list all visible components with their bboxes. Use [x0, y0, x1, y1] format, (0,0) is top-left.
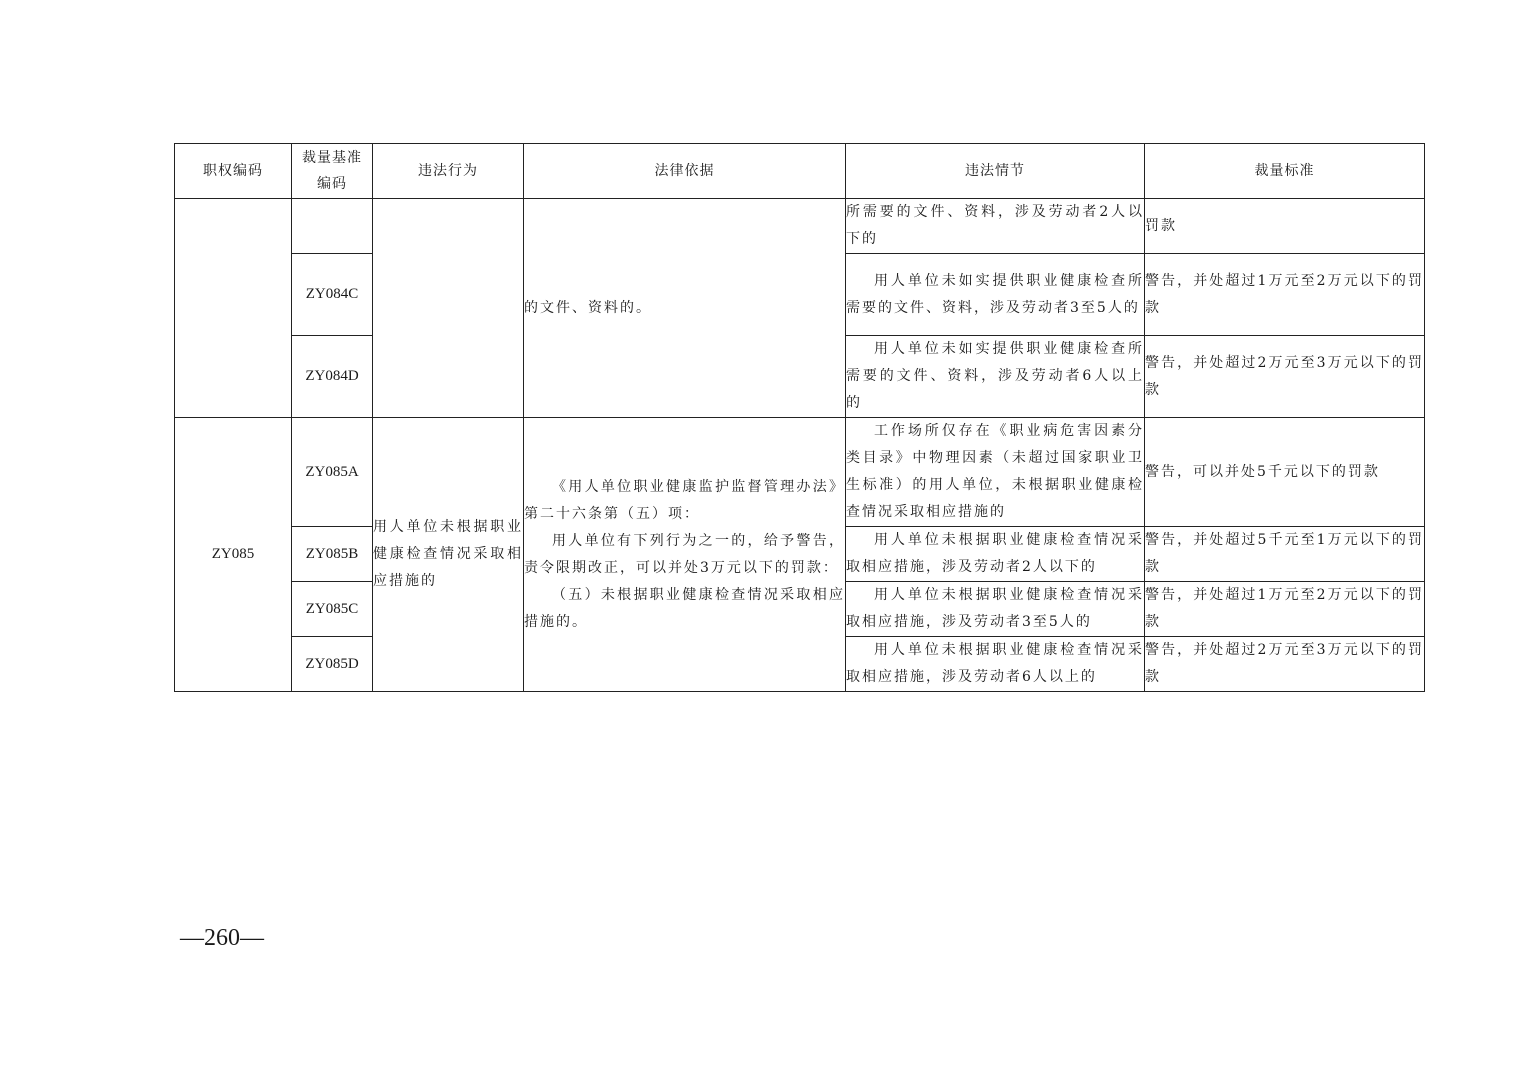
standard-cell: 警告，并处超过2万元至3万元以下的罚款 [1145, 336, 1425, 418]
header-standard: 裁量标准 [1145, 144, 1425, 199]
header-benchmark-code-line1: 裁量基准 [302, 150, 362, 166]
header-authority-code: 职权编码 [175, 144, 292, 199]
benchmark-code-cell: ZY084D [292, 336, 373, 418]
header-row [175, 144, 1425, 199]
legal-basis-paragraph: 用人单位有下列行为之一的，给予警告，责令限期改正，可以并处3万元以下的罚款： [524, 532, 845, 576]
header-benchmark-code [292, 144, 373, 199]
table-row [175, 199, 1425, 254]
benchmark-code-cell: ZY085A [292, 418, 373, 527]
header-legal-basis: 法律依据 [524, 144, 846, 199]
header-circumstance: 违法情节 [846, 144, 1145, 199]
benchmark-code-cell: ZY085B [292, 527, 373, 582]
authority-code-cell: ZY085 [175, 418, 292, 692]
header-violation: 违法行为 [373, 144, 524, 199]
benchmark-code-cell [292, 199, 373, 254]
legal-basis-cell [524, 418, 846, 692]
circumstance-cell: 用人单位未根据职业健康检查情况采取相应措施，涉及劳动者2人以下的 [846, 527, 1145, 582]
standard-cell: 罚款 [1145, 199, 1425, 254]
authority-code-cell [175, 199, 292, 418]
page-number: —260— [180, 925, 264, 951]
benchmark-code-cell: ZY085C [292, 582, 373, 637]
circumstance-cell: 用人单位未如实提供职业健康检查所需要的文件、资料，涉及劳动者6人以上的 [846, 336, 1145, 418]
circumstance-cell: 用人单位未如实提供职业健康检查所需要的文件、资料，涉及劳动者3至5人的 [846, 254, 1145, 336]
benchmark-code-cell: ZY084C [292, 254, 373, 336]
standard-cell: 警告，并处超过2万元至3万元以下的罚款 [1145, 637, 1425, 692]
standard-cell: 警告，并处超过1万元至2万元以下的罚款 [1145, 582, 1425, 637]
standard-cell: 警告，并处超过1万元至2万元以下的罚款 [1145, 254, 1425, 336]
legal-basis-cell: 的文件、资料的。 [524, 199, 846, 418]
table-row [175, 418, 1425, 527]
circumstance-cell: 所需要的文件、资料，涉及劳动者2人以下的 [846, 199, 1145, 254]
benchmark-code-cell: ZY085D [292, 637, 373, 692]
legal-basis-paragraph: （五）未根据职业健康检查情况采取相应措施的。 [524, 586, 845, 630]
violation-cell [373, 199, 524, 418]
violation-cell: 用人单位未根据职业健康检查情况采取相应措施的 [373, 418, 524, 692]
standard-cell: 警告，可以并处5千元以下的罚款 [1145, 418, 1425, 527]
header-benchmark-code-line2: 编码 [317, 176, 347, 192]
circumstance-cell: 工作场所仅存在《职业病危害因素分类目录》中物理因素（未超过国家职业卫生标准）的用人单位，未根据职业健康检查情况采取相应措施的 [846, 418, 1145, 527]
penalty-discretion-table [174, 143, 1425, 692]
circumstance-cell: 用人单位未根据职业健康检查情况采取相应措施，涉及劳动者3至5人的 [846, 582, 1145, 637]
standard-cell: 警告，并处超过5千元至1万元以下的罚款 [1145, 527, 1425, 582]
legal-basis-paragraph: 《用人单位职业健康监护监督管理办法》第二十六条第（五）项： [524, 478, 845, 522]
circumstance-cell: 用人单位未根据职业健康检查情况采取相应措施，涉及劳动者6人以上的 [846, 637, 1145, 692]
